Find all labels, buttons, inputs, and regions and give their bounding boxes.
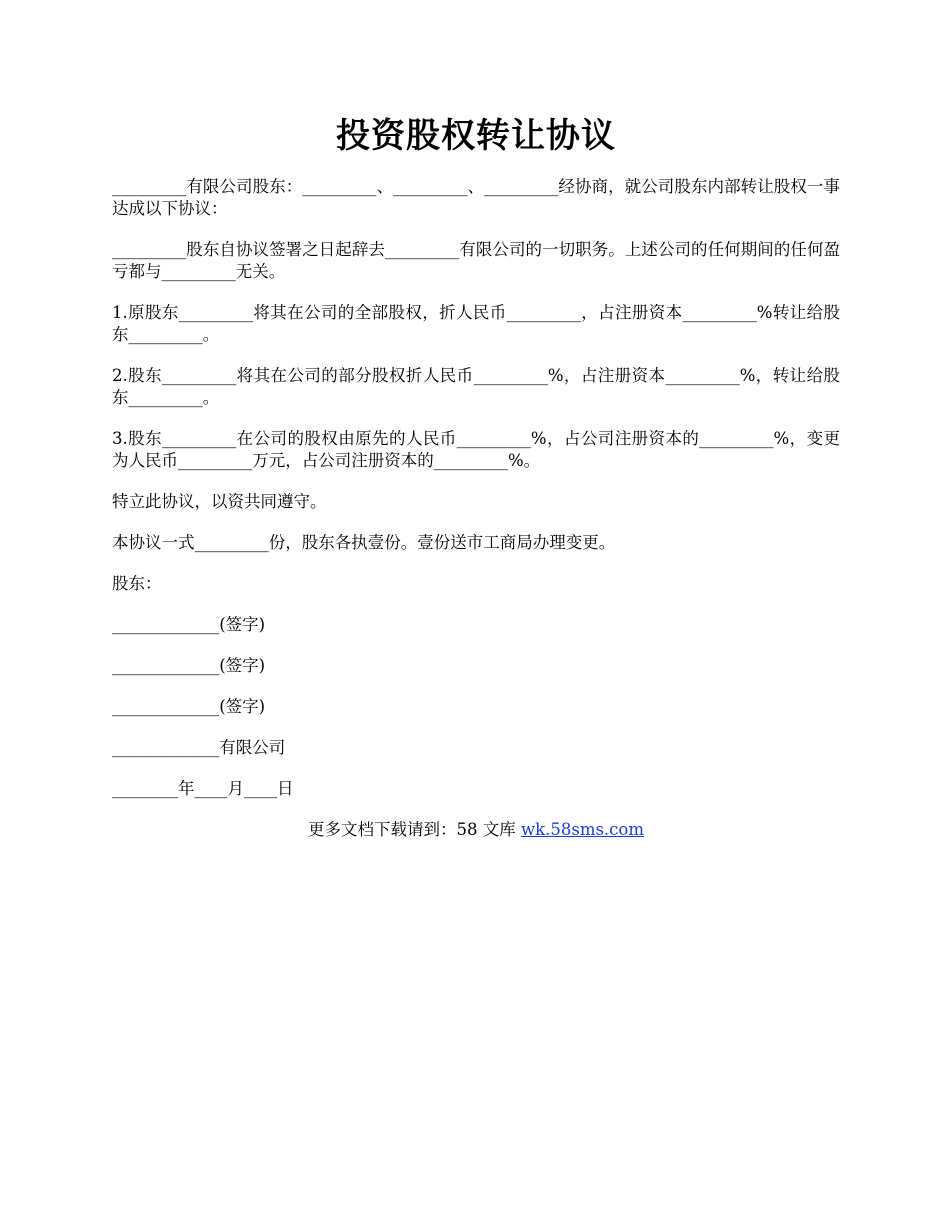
intro-paragraph: _________有限公司股东：_________、_________、_________经协商，就公司股东内部转让股权一事达成以下协议： (112, 177, 840, 218)
date-line: ________年____月____日 (112, 779, 294, 798)
signature-line-3: _____________(签字) (112, 697, 266, 716)
agreement-statement: 特立此协议，以资共同遵守。 (112, 492, 327, 511)
footer (112, 819, 840, 841)
clause-3-paragraph: 3.股东_________在公司的股权由原先的人民币_________%，占公司注册资本的_________%，变更为人民币_________万元，占公司注册资本的_________%。 (112, 429, 840, 470)
copies-statement: 本协议一式_________份，股东各执壹份。壹份送市工商局办理变更。 (112, 533, 616, 552)
clause-1-paragraph: 1.原股东_________将其在公司的全部股权，折人民币_________，占注册资本_________%转让给股东_________。 (112, 303, 840, 344)
document-page (112, 110, 840, 841)
footer-prefix: 更多文档下载请到：58 文库 (307, 820, 521, 839)
resignation-paragraph: _________股东自协议签署之日起辞去_________有限公司的一切职务。上述公司的任何期间的任何盈亏都与_________无关。 (112, 240, 840, 281)
clause-2-paragraph: 2.股东_________将其在公司的部分股权折人民币_________%，占注册资本_________%，转让给股东_________。 (112, 366, 840, 407)
shareholders-label: 股东： (112, 574, 162, 593)
signature-line-1: _____________(签字) (112, 615, 266, 634)
signature-line-2: _____________(签字) (112, 656, 266, 675)
company-line: _____________有限公司 (112, 738, 286, 757)
document-title: 投资股权转让协议 (336, 116, 616, 156)
footer-link[interactable]: wk.58sms.com (520, 820, 644, 839)
